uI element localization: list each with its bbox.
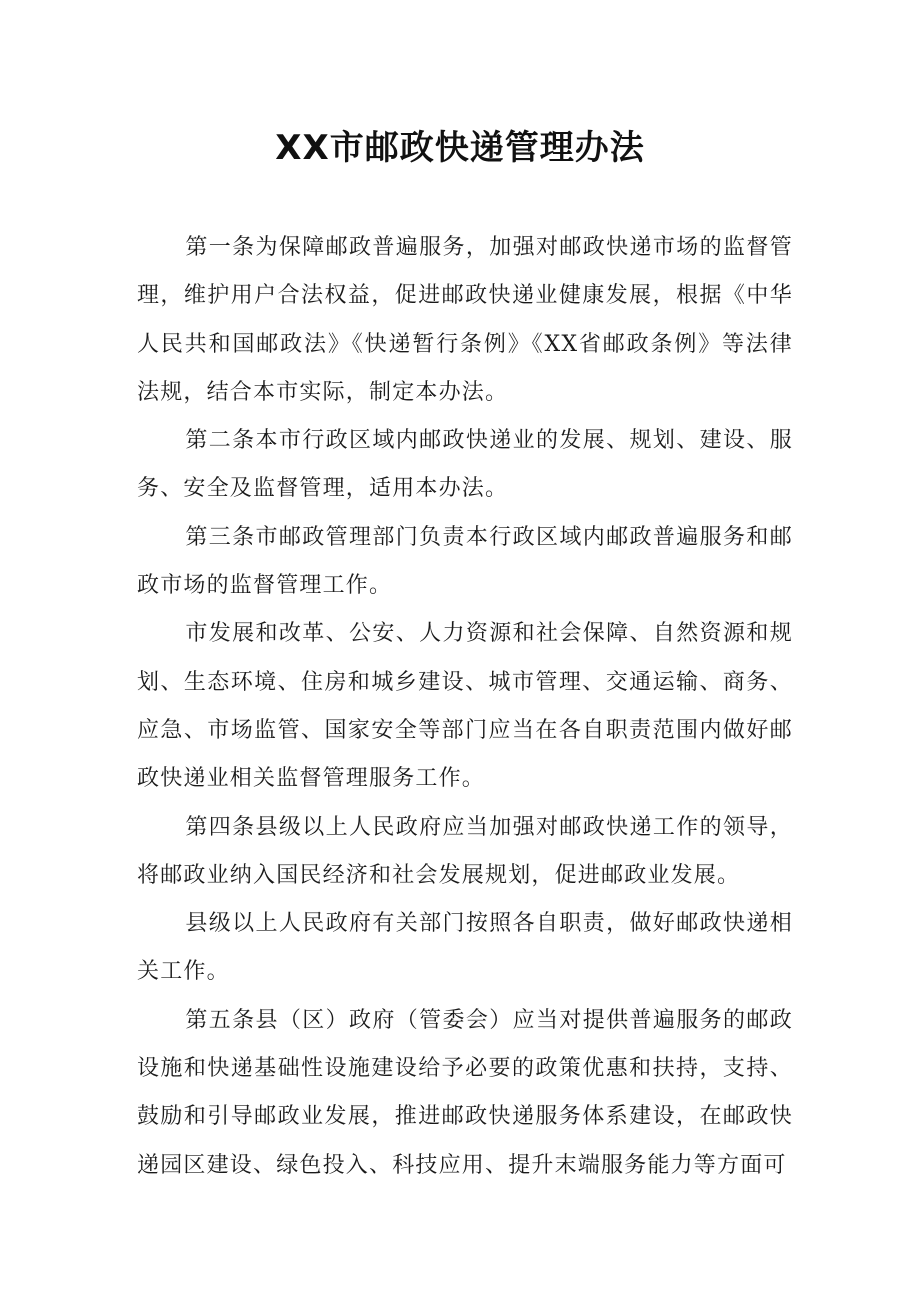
paragraph-article-3-departments: 市发展和改革、公安、人力资源和社会保障、自然资源和规划、生态环境、住房和城乡建设、城市管理、交通运输、商务、应急、市场监管、国家安全等部门应当在各自职责范围内做好邮政快递业相关监督管理服务工作。 xyxy=(137,621,793,792)
document-title: XX市邮政快递管理办法 xyxy=(275,128,645,168)
paragraph-article-4: 第四条县级以上人民政府应当加强对邮政快递工作的领导，将邮政业纳入国民经济和社会发展规划，促进邮政业发展。 xyxy=(137,814,793,888)
paragraph-article-2: 第二条本市行政区域内邮政快递业的发展、规划、建设、服务、安全及监督管理，适用本办法。 xyxy=(137,428,793,502)
paragraph-article-4-departments: 县级以上人民政府有关部门按照各自职责，做好邮政快递相关工作。 xyxy=(137,911,793,985)
paragraph-article-3: 第三条市邮政管理部门负责本行政区域内邮政普遍服务和邮政市场的监督管理工作。 xyxy=(137,524,793,599)
document-body xyxy=(137,224,793,1190)
paragraph-article-1: 第一条为保障邮政普遍服务，加强对邮政快递市场的监督管理，维护用户合法权益，促进邮政快递业健康发展，根据《中华人民共和国邮政法》《快递暂行条例》《XX省邮政条例》等法律法规，结合本市实际，制定本办法。 xyxy=(137,235,793,405)
paragraph-article-5: 第五条县（区）政府（管委会）应当对提供普遍服务的邮政设施和快递基础性设施建设给予必要的政策优惠和扶持，支持、鼓励和引导邮政业发展，推进邮政快递服务体系建设，在邮政快递园区建设、绿色投入、科技应用、提升末端服务能力等方面可 xyxy=(137,1007,793,1178)
